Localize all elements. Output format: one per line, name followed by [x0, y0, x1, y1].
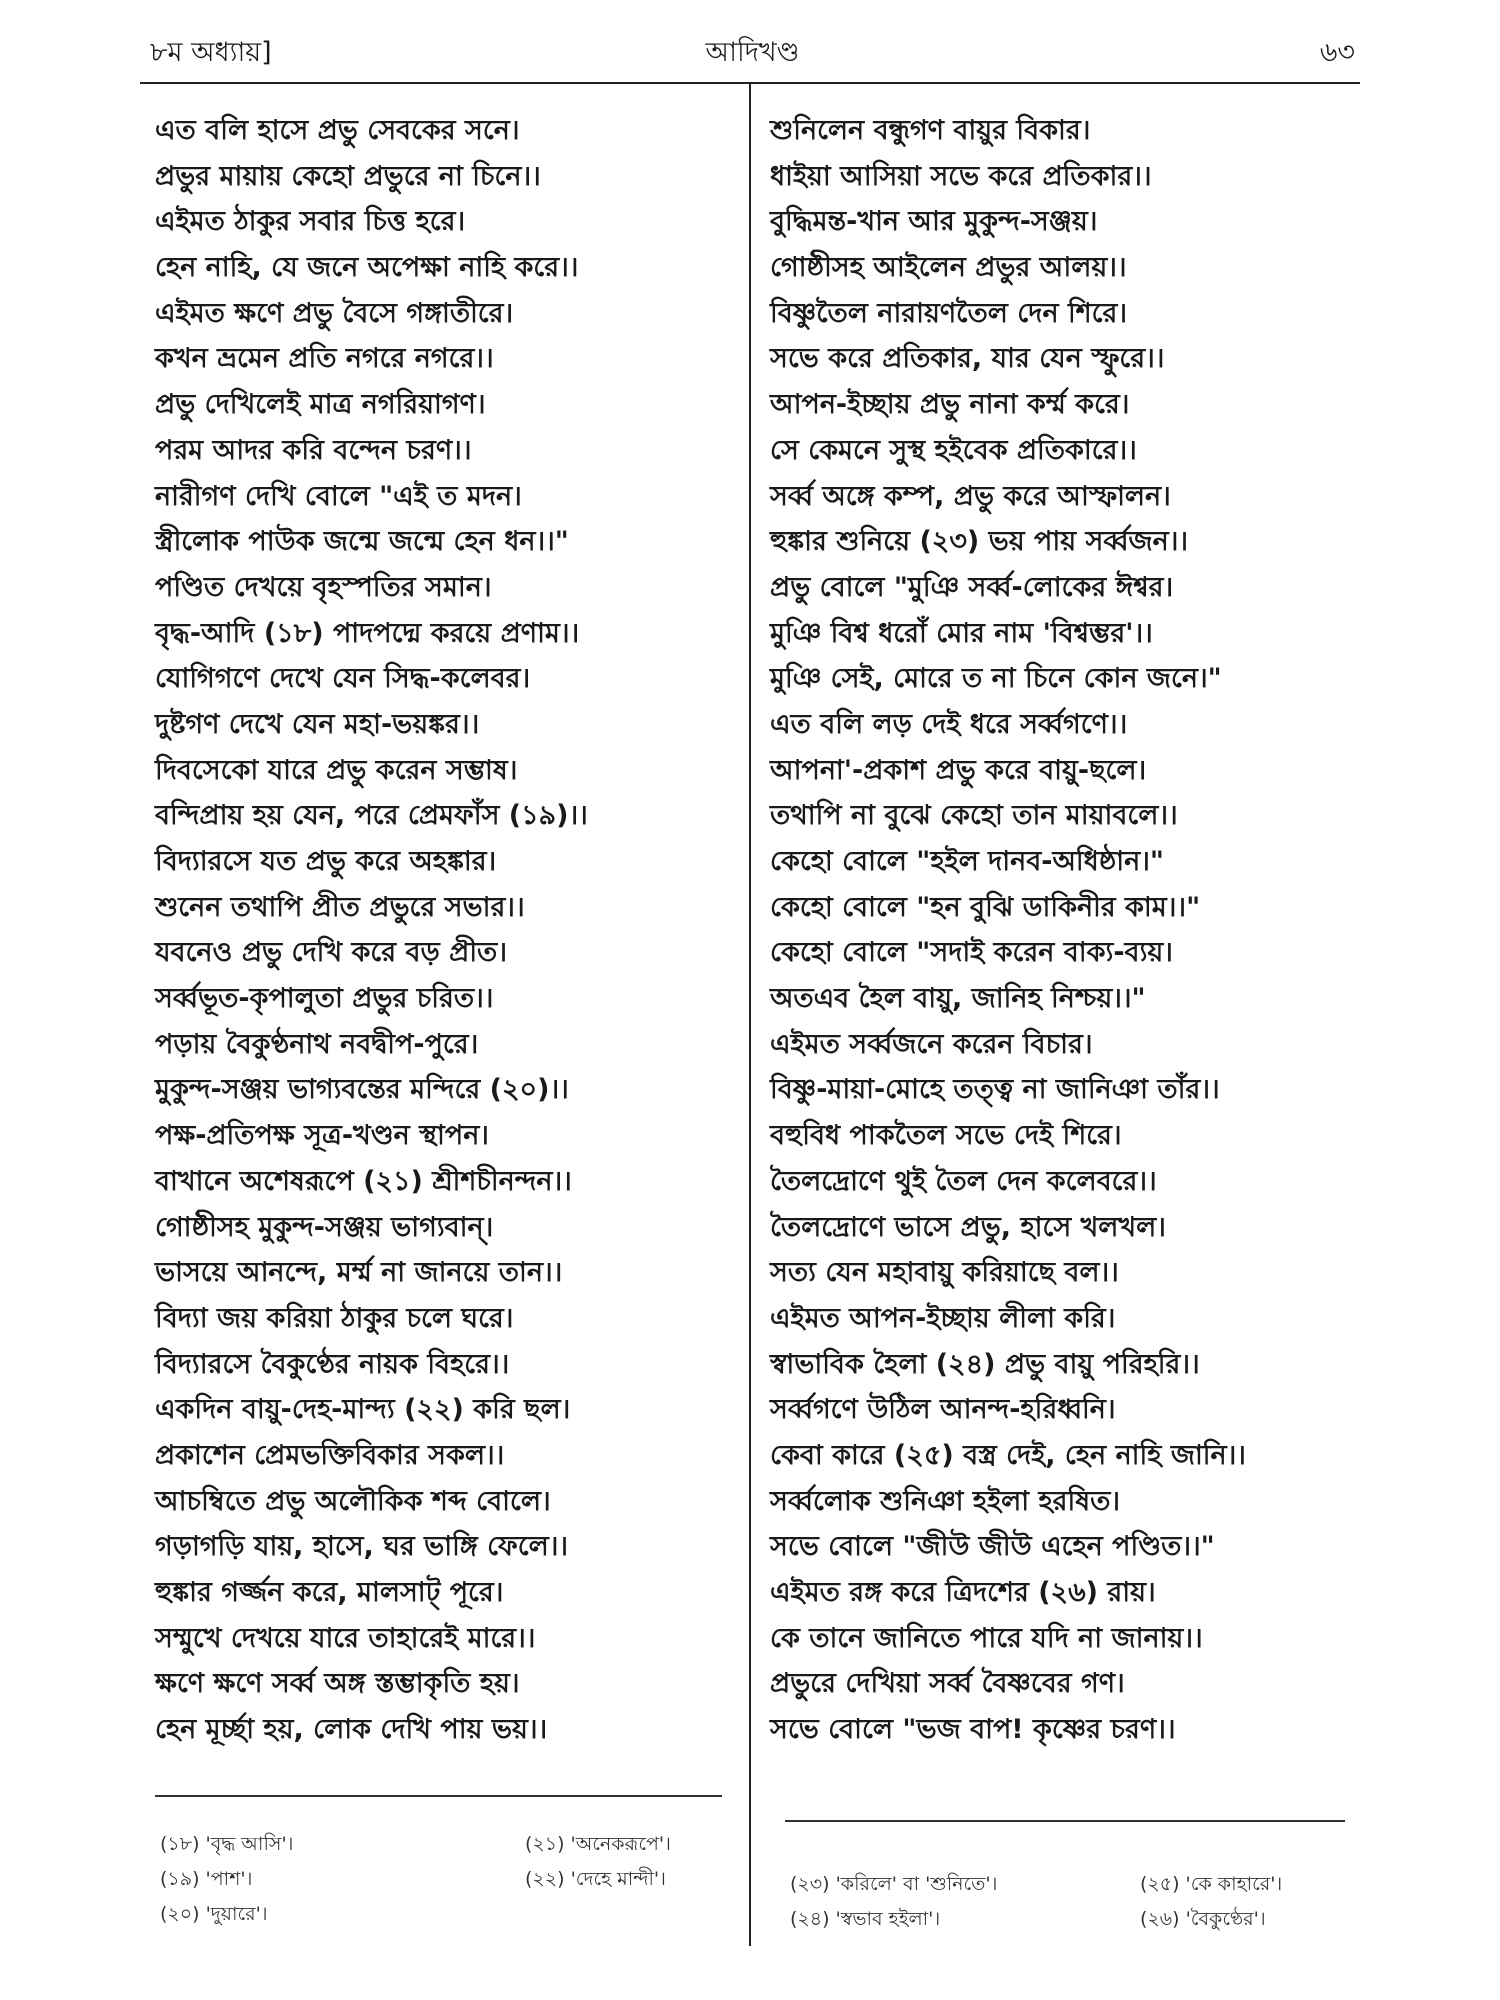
verse-line: হুঙ্কার গর্জ্জন করে, মালসাট্ পূরে। [155, 1577, 504, 1608]
verse-line: বন্দিপ্রায় হয় যেন, পরে প্রেমফাঁস (১৯)।। [155, 800, 588, 832]
verse-line: বৃদ্ধ-আদি (১৮) পাদপদ্মে করয়ে প্রণাম।। [155, 617, 580, 649]
verse-line: সর্ব্বগণে উঠিল আনন্দ-হরিধ্বনি। [770, 1394, 1116, 1426]
verse-line: বিদ্যা জয় করিয়া ঠাকুর চলে ঘরে। [155, 1302, 514, 1334]
verse-line: পড়ায় বৈকুণ্ঠনাথ নবদ্বীপ-পুরে। [155, 1028, 479, 1060]
verse-line: মুকুন্দ-সঞ্জয় ভাগ্যবন্তের মন্দিরে (২০)।। [155, 1074, 569, 1106]
chapter-label: ৮ম অধ্যায়] [150, 37, 272, 68]
footnote-rule-right [785, 1820, 1345, 1822]
verse-line: ক্ষণে ক্ষণে সর্ব্ব অঙ্গ স্তম্ভাকৃতি হয়। [155, 1668, 520, 1700]
footnote: (১৯) 'পাশ'। [160, 1868, 253, 1890]
verse-line: বাখানে অশেষরূপে (২১) শ্রীশচীনন্দন।। [155, 1165, 572, 1197]
verse-line: বহুবিধ পাকতৈল সভে দেই শিরে। [770, 1120, 1122, 1152]
page-header [150, 32, 1355, 76]
verse-line: প্রকাশেন প্রেমভক্তিবিকার সকল।। [155, 1439, 505, 1471]
verse-line: প্রভু দেখিলেই মাত্র নগরিয়াগণ। [155, 389, 486, 421]
verse-line: সভে করে প্রতিকার, যার যেন স্ফুরে।। [770, 343, 1165, 375]
verse-line: মুঞি বিশ্ব ধরোঁ মোর নাম 'বিশ্বম্ভর'।। [770, 617, 1153, 649]
footnote: (২৫) 'কে কাহারে'। [1140, 1873, 1283, 1895]
verse-line: প্রভু বোলে "মুঞি সর্ব্ব-লোকের ঈশ্বর। [770, 571, 1174, 603]
verse-line: আচম্বিতে প্রভু অলৌকিক শব্দ বোলে। [155, 1485, 551, 1517]
verse-line: তৈলদ্রোণে থুই তৈল দেন কলেবরে।। [770, 1165, 1157, 1197]
footnote: (১৮) 'বৃদ্ধ আসি'। [160, 1833, 294, 1855]
verse-line: স্বাভাবিক হৈলা (২৪) প্রভু বায়ু পরিহরি।। [770, 1348, 1200, 1380]
verse-line: নারীগণ দেখি বোলে "এই ত মদন। [155, 480, 522, 512]
verse-line: এইমত আপন-ইচ্ছায় লীলা করি। [770, 1302, 1116, 1334]
verse-line: সর্ব্ব অঙ্গে কম্প, প্রভু করে আস্ফালন। [770, 480, 1171, 512]
verse-line: বিদ্যারসে যত প্রভু করে অহঙ্কার। [155, 846, 497, 877]
left-verse-column [155, 108, 715, 1753]
verse-line: যবনেও প্রভু দেখি করে বড় প্রীত। [155, 937, 507, 969]
verse-line: পরম আদর করি বন্দেন চরণ।। [155, 434, 472, 466]
verse-line: কেহো বোলে "সদাই করেন বাক্য-ব্যয়। [770, 937, 1173, 969]
footnote: (২০) 'দুয়ারে'। [160, 1903, 268, 1925]
verse-line: ভাসয়ে আনন্দে, মর্ম্ম না জানয়ে তান।। [155, 1257, 563, 1289]
footnote-rule-left [155, 1795, 722, 1797]
verse-line: স্ত্রীলোক পাউক জন্মে জন্মে হেন ধন।।" [155, 526, 569, 558]
verse-line: গোষ্ঠীসহ আইলেন প্রভুর আলয়।। [770, 252, 1127, 284]
verse-line: একদিন বায়ু-দেহ-মান্দ্য (২২) করি ছল। [155, 1394, 571, 1426]
verse-line: অতএব হৈল বায়ু, জানিহ নিশ্চয়।।" [770, 983, 1146, 1015]
verse-line: এইমত সর্ব্বজনে করেন বিচার। [770, 1028, 1093, 1060]
section-title: আদিখণ্ড [705, 37, 800, 68]
verse-line: শুনিলেন বন্ধুগণ বায়ুর বিকার। [770, 115, 1091, 146]
verse-line: কেহো বোলে "হন বুঝি ডাকিনীর কাম।।" [770, 891, 1201, 923]
verse-line: এইমত ক্ষণে প্রভু বৈসে গঙ্গাতীরে। [155, 297, 514, 329]
verse-line: ধাইয়া আসিয়া সভে করে প্রতিকার।। [770, 160, 1152, 192]
verse-line: আপনা'-প্রকাশ প্রভু করে বায়ু-ছলে। [770, 754, 1147, 786]
verse-line: হেন মূর্চ্ছা হয়, লোক দেখি পায় ভয়।। [155, 1714, 548, 1746]
verse-line: পক্ষ-প্রতিপক্ষ সূত্র-খণ্ডন স্থাপন। [155, 1120, 489, 1152]
verse-line: সম্মুখে দেখয়ে যারে তাহারেই মারে।। [155, 1622, 536, 1654]
verse-line: পণ্ডিত দেখয়ে বৃহস্পতির সমান। [155, 571, 492, 603]
verse-line: বুদ্ধিমন্ত-খান আর মুকুন্দ-সঞ্জয়। [770, 206, 1098, 238]
verse-line: প্রভুরে দেখিয়া সর্ব্ব বৈষ্ণবের গণ। [770, 1668, 1125, 1700]
verse-line: প্রভুর মায়ায় কেহো প্রভুরে না চিনে।। [155, 160, 541, 192]
verse-line: গড়াগড়ি যায়, হাসে, ঘর ভাঙ্গি ফেলে।। [155, 1531, 569, 1563]
verse-line: তথাপি না বুঝে কেহো তান মায়াবলে।। [770, 800, 1178, 832]
verse-line: শুনেন তথাপি প্রীত প্রভুরে সভার।। [155, 891, 525, 923]
verse-line: দিবসেকো যারে প্রভু করেন সম্ভাষ। [155, 754, 518, 786]
verse-line: সর্ব্বভূত-কৃপালুতা প্রভুর চরিত।। [155, 983, 494, 1015]
verse-line: বিদ্যারসে বৈকুণ্ঠের নায়ক বিহরে।। [155, 1348, 510, 1380]
footnote: (২১) 'অনেকরূপে'। [525, 1833, 671, 1855]
verse-line: সভে বোলে "ভজ বাপ! কৃষ্ণের চরণ।। [770, 1714, 1176, 1746]
verse-line: এত বলি লড় দেই ধরে সর্ব্বগণে।। [770, 708, 1128, 740]
verse-line: এইমত রঙ্গ করে ত্রিদশের (২৬) রায়। [770, 1577, 1156, 1608]
verse-line: কেবা কারে (২৫) বস্ত্র দেই, হেন নাহি জানি।। [770, 1439, 1246, 1471]
verse-line: কেহো বোলে "হইল দানব-অধিষ্ঠান।" [770, 846, 1164, 877]
verse-line: বিষ্ণুতৈল নারায়ণতৈল দেন শিরে। [770, 297, 1128, 329]
right-verse-column [770, 108, 1350, 1753]
verse-line: সে কেমনে সুস্থ হইবেক প্রতিকারে।। [770, 434, 1137, 466]
footnote: (২৬) 'বৈকুণ্ঠের'। [1140, 1908, 1266, 1930]
footnote: (২২) 'দেহে মান্দী'। [525, 1868, 666, 1890]
verse-line: সত্য যেন মহাবায়ু করিয়াছে বল।। [770, 1257, 1119, 1289]
verse-line: মুঞি সেই, মোরে ত না চিনে কোন জনে।" [770, 663, 1222, 695]
footnote: (২৪) 'স্বভাব হইলা'। [790, 1908, 941, 1930]
verse-line: এইমত ঠাকুর সবার চিত্ত হরে। [155, 206, 466, 238]
verse-line: কে তানে জানিতে পারে যদি না জানায়।। [770, 1622, 1203, 1654]
verse-line: এত বলি হাসে প্রভু সেবকের সনে। [155, 115, 520, 146]
verse-line: সর্ব্বলোক শুনিঞা হইলা হরষিত। [770, 1485, 1121, 1517]
verse-line: তৈলদ্রোণে ভাসে প্রভু, হাসে খলখল। [770, 1211, 1166, 1243]
verse-line: দুষ্টগণ দেখে যেন মহা-ভয়ঙ্কর।। [155, 708, 480, 740]
verse-line: যোগিগণে দেখে যেন সিদ্ধ-কলেবর। [155, 663, 531, 695]
verse-line: বিষ্ণু-মায়া-মোহে তত্ত্ব না জানিঞা তাঁর।। [770, 1074, 1220, 1106]
footnote: (২৩) 'করিলে' বা 'শুনিতে'। [790, 1873, 998, 1895]
page-number: ৬৩ [1319, 37, 1355, 68]
verse-line: আপন-ইচ্ছায় প্রভু নানা কর্ম্ম করে। [770, 389, 1130, 421]
column-divider [749, 84, 751, 1946]
verse-line: গোষ্ঠীসহ মুকুন্দ-সঞ্জয় ভাগ্যবান্। [155, 1211, 494, 1243]
verse-line: হেন নাহি, যে জনে অপেক্ষা নাহি করে।। [155, 252, 579, 284]
verse-line: সভে বোলে "জীউ জীউ এহেন পণ্ডিত।।" [770, 1531, 1215, 1563]
verse-line: কখন ভ্রমেন প্রতি নগরে নগরে।। [155, 343, 494, 375]
verse-line: হুঙ্কার শুনিয়ে (২৩) ভয় পায় সর্ব্বজন।। [770, 526, 1189, 558]
